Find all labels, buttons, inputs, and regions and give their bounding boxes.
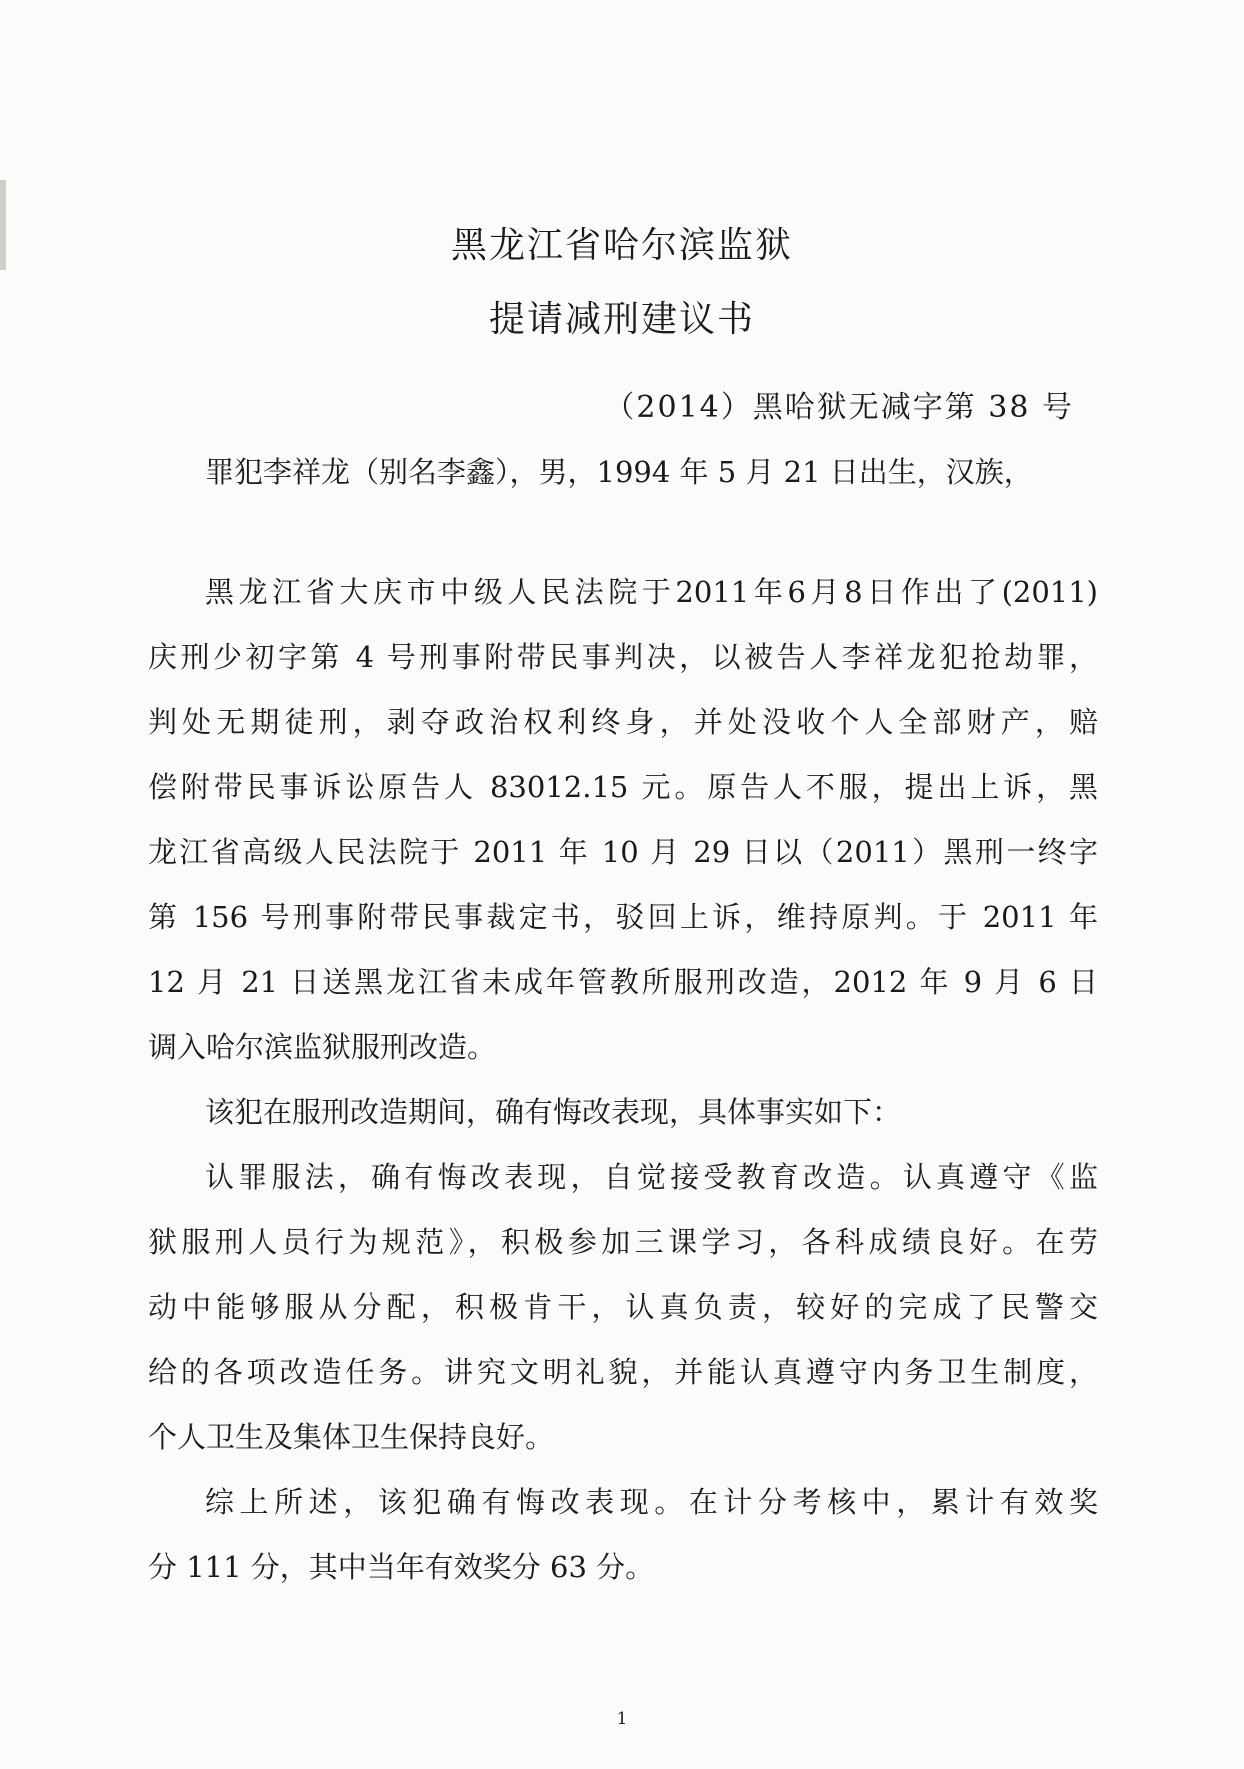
paragraph-line: 判处无期徒刑，剥夺政治权利终身，并处没收个人全部财产，赔	[148, 705, 1098, 739]
paragraph-line: 调入哈尔滨监狱服刑改造。	[148, 1030, 497, 1064]
paragraph-line: 龙江省高级人民法院于 2011 年 10 月 29 日以（2011）黑刑一终字	[148, 835, 1098, 869]
paragraph-line: 第 156 号刑事附带民事裁定书，驳回上诉，维持原判。于 2011 年	[148, 900, 1098, 934]
paragraph-line: 动中能够服从分配，积极肯干，认真负责，较好的完成了民警交	[148, 1290, 1098, 1324]
page-number: 1	[616, 1709, 628, 1729]
paragraph-line: 该犯在服刑改造期间，确有悔改表现，具体事实如下：	[205, 1095, 902, 1129]
paragraph-line: 个人卫生及集体卫生保持良好。	[148, 1420, 555, 1454]
paragraph-line: 给的各项改造任务。讲究文明礼貌，并能认真遵守内务卫生制度，	[148, 1355, 1098, 1389]
paragraph-line: 分 111 分，其中当年有效奖分 63 分。	[148, 1550, 655, 1584]
document-number: （2014）黑哈狱无减字第 38 号	[604, 390, 1074, 425]
paragraph-line: 庆刑少初字第 4 号刑事附带民事判决，以被告人李祥龙犯抢劫罪，	[148, 640, 1098, 674]
paragraph-line: 偿附带民事诉讼原告人 83012.15 元。原告人不服，提出上诉，黑	[148, 770, 1098, 804]
paragraph-line: 综上所述，该犯确有悔改表现。在计分考核中，累计有效奖	[205, 1485, 1098, 1519]
document-subtitle: 提请减刑建议书	[488, 299, 755, 340]
paragraph-line: 12 月 21 日送黑龙江省未成年管教所服刑改造，2012 年 9 月 6 日	[148, 965, 1098, 999]
paragraph-line: 黑龙江省大庆市中级人民法院于2011年6月8日作出了(2011)	[205, 575, 1098, 609]
paragraph-line: 认罪服法，确有悔改表现，自觉接受教育改造。认真遵守《监	[205, 1160, 1098, 1194]
paragraph-line: 狱服刑人员行为规范》，积极参加三课学习，各科成绩良好。在劳	[148, 1225, 1098, 1259]
document-title: 黑龙江省哈尔滨监狱	[450, 225, 793, 266]
intro-line: 罪犯李祥龙（别名李鑫），男，1994 年 5 月 21 日出生，汉族，	[205, 455, 1033, 489]
